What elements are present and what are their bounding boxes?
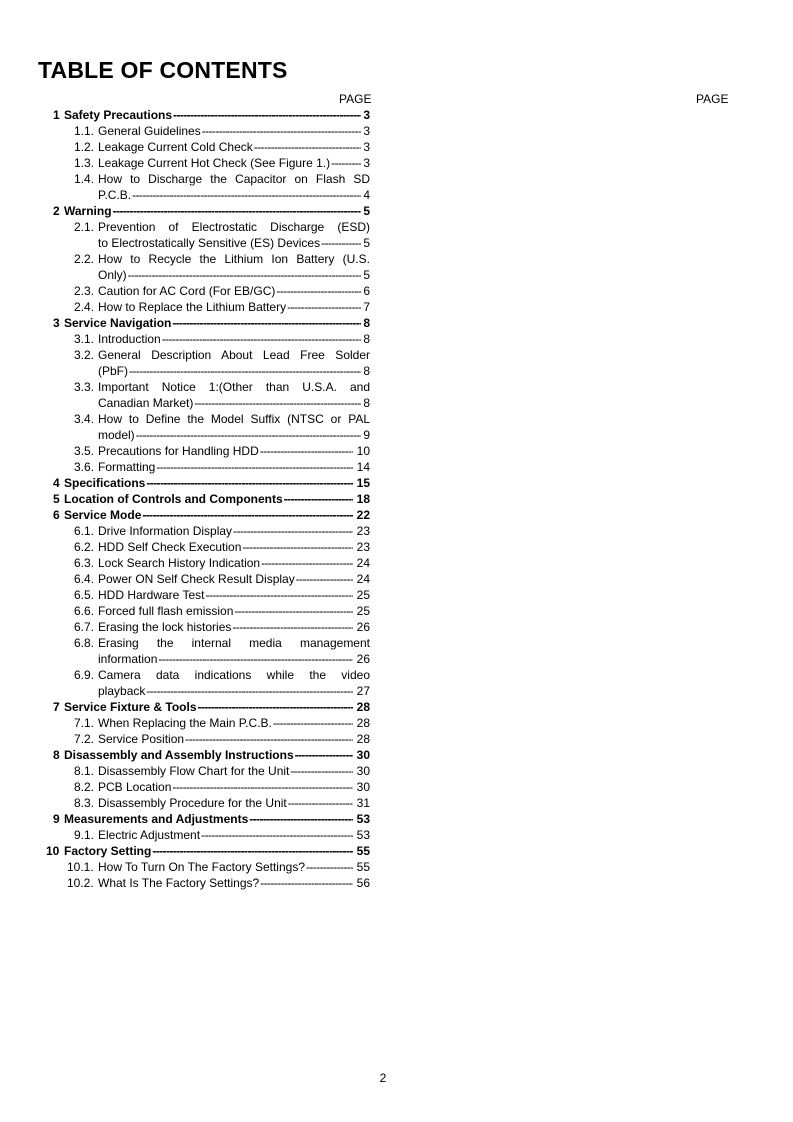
toc-entry-label: Disassembly and Assembly Instructions bbox=[64, 748, 294, 762]
toc-entry-number: 1.4. bbox=[74, 172, 95, 186]
toc-entry-number: 6.3. bbox=[74, 556, 95, 570]
toc-entry-page: 3 bbox=[363, 140, 370, 154]
toc-entry-number: 1 bbox=[53, 108, 60, 122]
toc-section-entry bbox=[0, 859, 400, 875]
toc-entry-page: 14 bbox=[356, 460, 370, 474]
toc-entry-page: 8 bbox=[363, 364, 370, 378]
toc-section-entry bbox=[0, 427, 400, 443]
toc-dot-leader bbox=[260, 443, 353, 459]
toc-entry-label: Location of Controls and Components bbox=[64, 492, 283, 506]
toc-section-entry bbox=[0, 155, 400, 171]
toc-entry-number: 3 bbox=[53, 316, 60, 330]
toc-entry-number: 8 bbox=[53, 748, 60, 762]
toc-entry-label: Lock Search History Indication bbox=[98, 556, 261, 570]
toc-entry-label: PCB Location bbox=[98, 780, 172, 794]
toc-chapter-entry bbox=[0, 475, 400, 491]
toc-entry-page: 28 bbox=[356, 700, 370, 714]
toc-entry-label: How to Discharge the Capacitor on Flash SD bbox=[98, 172, 370, 186]
toc-entry-label: Erasing the lock histories bbox=[98, 620, 232, 634]
toc-entry-label: Only) bbox=[98, 268, 127, 282]
toc-section-entry bbox=[0, 299, 400, 315]
toc-section-entry bbox=[0, 267, 400, 283]
toc-dot-leader bbox=[129, 363, 361, 379]
toc-section-entry bbox=[0, 651, 400, 667]
toc-section-entry bbox=[0, 779, 400, 795]
toc-entry-page: 9 bbox=[363, 428, 370, 442]
toc-entry-label: (PbF) bbox=[98, 364, 128, 378]
toc-entry-label: model) bbox=[98, 428, 135, 442]
toc-dot-leader bbox=[205, 587, 353, 603]
toc-entry-number: 6.9. bbox=[74, 668, 95, 682]
toc-section-entry bbox=[0, 347, 400, 363]
toc-entry-page: 26 bbox=[356, 652, 370, 666]
toc-entry-page: 55 bbox=[356, 860, 370, 874]
toc-dot-leader bbox=[185, 731, 353, 747]
toc-entry-page: 53 bbox=[356, 828, 370, 842]
toc-entry-page: 3 bbox=[363, 108, 370, 122]
toc-entry-number: 10 bbox=[46, 844, 60, 858]
toc-entry-label: Warning bbox=[64, 204, 112, 218]
toc-entry-number: 7.1. bbox=[74, 716, 95, 730]
toc-entry-label: Service Mode bbox=[64, 508, 142, 522]
toc-entry-label: HDD Self Check Execution bbox=[98, 540, 242, 554]
toc-chapter-entry bbox=[0, 491, 400, 507]
toc-entry-page: 3 bbox=[363, 124, 370, 138]
toc-entry-label: Leakage Current Hot Check (See Figure 1.) bbox=[98, 156, 331, 170]
toc-dot-leader bbox=[198, 699, 354, 715]
toc-chapter-entry bbox=[0, 203, 400, 219]
toc-dot-leader bbox=[287, 299, 361, 315]
toc-entry-page: 7 bbox=[363, 300, 370, 314]
toc-entry-label: Factory Setting bbox=[64, 844, 152, 858]
page-column-header-right: PAGE bbox=[696, 92, 729, 106]
toc-section-entry bbox=[0, 251, 400, 267]
page-number: 2 bbox=[379, 1071, 387, 1085]
toc-chapter-entry bbox=[0, 699, 400, 715]
toc-dot-leader bbox=[295, 747, 353, 763]
toc-entry-page: 6 bbox=[363, 284, 370, 298]
toc-section-entry bbox=[0, 219, 400, 235]
toc-entry-label: playback bbox=[98, 684, 146, 698]
toc-entry-number: 3.3. bbox=[74, 380, 95, 394]
toc-dot-leader bbox=[152, 843, 353, 859]
toc-entry-page: 26 bbox=[356, 620, 370, 634]
page-column-header-left: PAGE bbox=[339, 92, 372, 106]
toc-dot-leader bbox=[261, 555, 353, 571]
toc-section-entry bbox=[0, 795, 400, 811]
toc-dot-leader bbox=[162, 331, 361, 347]
toc-dot-leader bbox=[158, 651, 353, 667]
toc-dot-leader bbox=[260, 875, 353, 891]
toc-dot-leader bbox=[128, 267, 361, 283]
toc-dot-leader bbox=[273, 715, 353, 731]
toc-dot-leader bbox=[113, 203, 361, 219]
toc-entry-number: 1.2. bbox=[74, 140, 95, 154]
toc-entry-page: 30 bbox=[356, 748, 370, 762]
toc-entry-label: Drive Information Display bbox=[98, 524, 233, 538]
toc-entry-label: What Is The Factory Settings? bbox=[98, 876, 260, 890]
toc-entry-page: 27 bbox=[356, 684, 370, 698]
toc-dot-leader bbox=[146, 683, 353, 699]
toc-dot-leader bbox=[276, 283, 361, 299]
toc-section-entry bbox=[0, 619, 400, 635]
toc-dot-leader bbox=[249, 811, 353, 827]
toc-entry-number: 7 bbox=[53, 700, 60, 714]
toc-entry-page: 23 bbox=[356, 540, 370, 554]
toc-entry-number: 6.6. bbox=[74, 604, 95, 618]
toc-dot-leader bbox=[296, 571, 353, 587]
toc-entry-number: 2.2. bbox=[74, 252, 95, 266]
toc-entry-number: 2.1. bbox=[74, 220, 95, 234]
toc-section-entry bbox=[0, 763, 400, 779]
toc-entry-label: Disassembly Flow Chart for the Unit bbox=[98, 764, 290, 778]
toc-entry-label: Introduction bbox=[98, 332, 161, 346]
toc-dot-leader bbox=[202, 123, 361, 139]
toc-entry-number: 2.4. bbox=[74, 300, 95, 314]
toc-entry-label: P.C.B. bbox=[98, 188, 132, 202]
toc-chapter-entry bbox=[0, 747, 400, 763]
toc-entry-number: 10.1. bbox=[67, 860, 94, 874]
toc-entry-label: Service Fixture & Tools bbox=[64, 700, 197, 714]
toc-dot-leader bbox=[331, 155, 361, 171]
toc-entry-label: Caution for AC Cord (For EB/GC) bbox=[98, 284, 276, 298]
toc-entry-label: Erasing the internal media management bbox=[98, 636, 370, 650]
table-of-contents bbox=[0, 107, 400, 891]
toc-entry-label: How to Define the Model Suffix (NTSC or PAL bbox=[98, 412, 370, 426]
toc-entry-number: 2 bbox=[53, 204, 60, 218]
toc-section-entry bbox=[0, 555, 400, 571]
toc-entry-page: 30 bbox=[356, 764, 370, 778]
toc-section-entry bbox=[0, 379, 400, 395]
toc-section-entry bbox=[0, 571, 400, 587]
toc-entry-page: 22 bbox=[356, 508, 370, 522]
toc-entry-label: Forced full flash emission bbox=[98, 604, 234, 618]
toc-entry-number: 1.3. bbox=[74, 156, 95, 170]
toc-chapter-entry bbox=[0, 107, 400, 123]
toc-entry-page: 24 bbox=[356, 556, 370, 570]
toc-entry-label: Safety Precautions bbox=[64, 108, 173, 122]
toc-chapter-entry bbox=[0, 315, 400, 331]
toc-section-entry bbox=[0, 827, 400, 843]
toc-entry-number: 3.5. bbox=[74, 444, 95, 458]
toc-chapter-entry bbox=[0, 843, 400, 859]
page-title: TABLE OF CONTENTS bbox=[38, 57, 288, 83]
toc-dot-leader bbox=[173, 107, 361, 123]
toc-dot-leader bbox=[132, 187, 361, 203]
toc-entry-number: 6.7. bbox=[74, 620, 95, 634]
toc-entry-label: Prevention of Electrostatic Discharge (ESD) bbox=[98, 220, 370, 234]
toc-entry-page: 3 bbox=[363, 156, 370, 170]
toc-entry-page: 30 bbox=[356, 780, 370, 794]
toc-entry-page: 18 bbox=[356, 492, 370, 506]
toc-entry-number: 7.2. bbox=[74, 732, 95, 746]
toc-entry-number: 6.2. bbox=[74, 540, 95, 554]
toc-dot-leader bbox=[288, 795, 353, 811]
toc-dot-leader bbox=[156, 459, 353, 475]
toc-entry-page: 8 bbox=[363, 332, 370, 346]
toc-entry-page: 31 bbox=[356, 796, 370, 810]
toc-dot-leader bbox=[242, 539, 353, 555]
toc-entry-number: 3.6. bbox=[74, 460, 95, 474]
toc-entry-label: Canadian Market) bbox=[98, 396, 194, 410]
toc-entry-page: 55 bbox=[356, 844, 370, 858]
toc-chapter-entry bbox=[0, 811, 400, 827]
toc-entry-number: 8.2. bbox=[74, 780, 95, 794]
toc-entry-label: Disassembly Procedure for the Unit bbox=[98, 796, 287, 810]
toc-section-entry bbox=[0, 459, 400, 475]
toc-dot-leader bbox=[233, 523, 353, 539]
toc-entry-label: How to Recycle the Lithium Ion Battery (U.S. bbox=[98, 252, 370, 266]
toc-entry-number: 6.8. bbox=[74, 636, 95, 650]
toc-chapter-entry bbox=[0, 507, 400, 523]
toc-entry-number: 3.4. bbox=[74, 412, 95, 426]
toc-entry-label: Power ON Self Check Result Display bbox=[98, 572, 295, 586]
toc-section-entry bbox=[0, 139, 400, 155]
toc-entry-label: Service Navigation bbox=[64, 316, 172, 330]
toc-dot-leader bbox=[136, 427, 361, 443]
toc-section-entry bbox=[0, 331, 400, 347]
toc-entry-label: Specifications bbox=[64, 476, 146, 490]
toc-dot-leader bbox=[201, 827, 353, 843]
toc-entry-page: 28 bbox=[356, 732, 370, 746]
toc-section-entry bbox=[0, 667, 400, 683]
toc-entry-label: Electric Adjustment bbox=[98, 828, 201, 842]
toc-entry-page: 8 bbox=[363, 316, 370, 330]
toc-dot-leader bbox=[146, 475, 353, 491]
toc-entry-page: 5 bbox=[363, 236, 370, 250]
toc-section-entry bbox=[0, 411, 400, 427]
toc-entry-number: 6.5. bbox=[74, 588, 95, 602]
toc-dot-leader bbox=[306, 859, 353, 875]
toc-entry-number: 3.1. bbox=[74, 332, 95, 346]
toc-section-entry bbox=[0, 395, 400, 411]
toc-section-entry bbox=[0, 443, 400, 459]
toc-entry-page: 56 bbox=[356, 876, 370, 890]
toc-dot-leader bbox=[172, 779, 353, 795]
toc-entry-page: 25 bbox=[356, 588, 370, 602]
toc-entry-label: Precautions for Handling HDD bbox=[98, 444, 259, 458]
toc-entry-number: 4 bbox=[53, 476, 60, 490]
toc-dot-leader bbox=[234, 603, 353, 619]
toc-entry-number: 9 bbox=[53, 812, 60, 826]
toc-entry-label: When Replacing the Main P.C.B. bbox=[98, 716, 272, 730]
toc-dot-leader bbox=[232, 619, 353, 635]
toc-entry-label: General Description About Lead Free Solder bbox=[98, 348, 370, 362]
toc-entry-page: 25 bbox=[356, 604, 370, 618]
toc-section-entry bbox=[0, 363, 400, 379]
toc-entry-number: 9.1. bbox=[74, 828, 95, 842]
toc-entry-number: 8.3. bbox=[74, 796, 95, 810]
toc-dot-leader bbox=[172, 315, 361, 331]
toc-section-entry bbox=[0, 715, 400, 731]
toc-section-entry bbox=[0, 731, 400, 747]
toc-section-entry bbox=[0, 539, 400, 555]
toc-entry-number: 6.4. bbox=[74, 572, 95, 586]
toc-entry-label: Measurements and Adjustments bbox=[64, 812, 249, 826]
toc-entry-label: to Electrostatically Sensitive (ES) Devices bbox=[98, 236, 321, 250]
toc-entry-number: 10.2. bbox=[67, 876, 94, 890]
toc-dot-leader bbox=[321, 235, 361, 251]
toc-entry-page: 5 bbox=[363, 268, 370, 282]
toc-section-entry bbox=[0, 171, 400, 187]
toc-section-entry bbox=[0, 283, 400, 299]
toc-entry-number: 1.1. bbox=[74, 124, 95, 138]
toc-entry-number: 6.1. bbox=[74, 524, 95, 538]
toc-section-entry bbox=[0, 187, 400, 203]
toc-entry-page: 5 bbox=[363, 204, 370, 218]
toc-entry-page: 53 bbox=[356, 812, 370, 826]
toc-section-entry bbox=[0, 523, 400, 539]
toc-dot-leader bbox=[254, 139, 361, 155]
toc-entry-label: Leakage Current Cold Check bbox=[98, 140, 253, 154]
toc-entry-label: Important Notice 1:(Other than U.S.A. and bbox=[98, 380, 370, 394]
toc-entry-label: Service Position bbox=[98, 732, 185, 746]
toc-entry-number: 3.2. bbox=[74, 348, 95, 362]
toc-dot-leader bbox=[290, 763, 353, 779]
toc-entry-label: How to Replace the Lithium Battery bbox=[98, 300, 287, 314]
toc-section-entry bbox=[0, 635, 400, 651]
toc-entry-label: information bbox=[98, 652, 158, 666]
toc-entry-page: 23 bbox=[356, 524, 370, 538]
toc-entry-page: 28 bbox=[356, 716, 370, 730]
toc-entry-number: 8.1. bbox=[74, 764, 95, 778]
toc-dot-leader bbox=[284, 491, 353, 507]
toc-entry-label: Formatting bbox=[98, 460, 156, 474]
toc-entry-page: 10 bbox=[356, 444, 370, 458]
toc-entry-number: 6 bbox=[53, 508, 60, 522]
toc-entry-page: 15 bbox=[356, 476, 370, 490]
toc-section-entry bbox=[0, 683, 400, 699]
toc-entry-label: General Guidelines bbox=[98, 124, 201, 138]
toc-section-entry bbox=[0, 587, 400, 603]
toc-section-entry bbox=[0, 235, 400, 251]
toc-section-entry bbox=[0, 603, 400, 619]
toc-section-entry bbox=[0, 123, 400, 139]
toc-entry-page: 24 bbox=[356, 572, 370, 586]
toc-entry-page: 8 bbox=[363, 396, 370, 410]
toc-dot-leader bbox=[194, 395, 361, 411]
toc-entry-label: How To Turn On The Factory Settings? bbox=[98, 860, 305, 874]
toc-dot-leader bbox=[142, 507, 353, 523]
toc-entry-number: 5 bbox=[53, 492, 60, 506]
toc-entry-label: Camera data indications while the video bbox=[98, 668, 370, 682]
toc-entry-label: HDD Hardware Test bbox=[98, 588, 205, 602]
toc-section-entry bbox=[0, 875, 400, 891]
toc-entry-number: 2.3. bbox=[74, 284, 95, 298]
toc-entry-page: 4 bbox=[363, 188, 370, 202]
